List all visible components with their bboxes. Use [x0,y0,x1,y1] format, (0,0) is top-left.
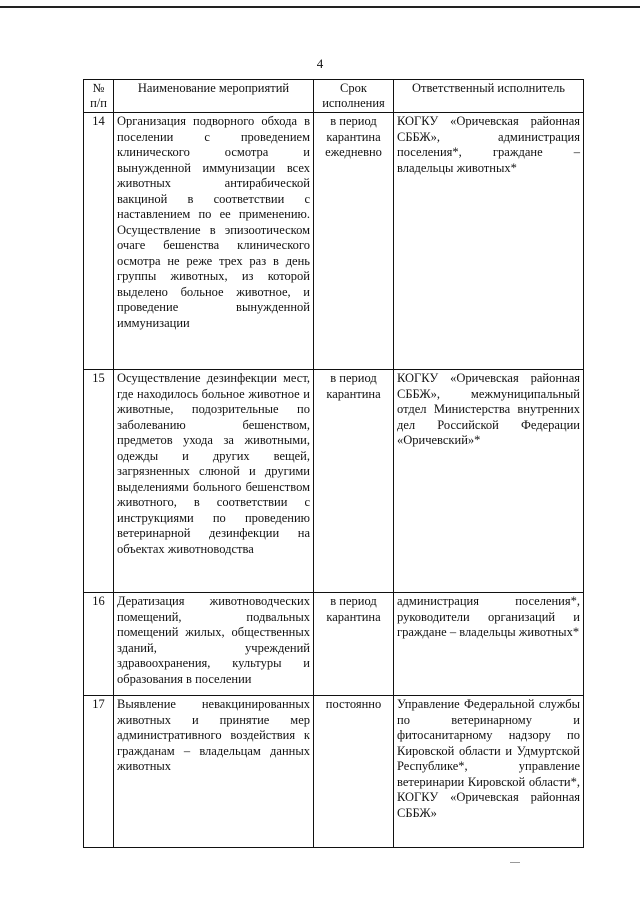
header-term: Срок исполнения [314,80,394,113]
measure-responsible: Управление Федеральной службы по ветеринарному и фитосанитарному надзору по Кировской области и Удмуртской Республике*, управление ветеринарии Кировской области*, КОГКУ «Оричевская районная СББЖ» [394,696,584,848]
measure-name: Организация подворного обхода в поселении с проведением клинического осмотра и вынужденной иммунизации всех животных антирабической вакциной в соответствии с наставлением по ее применению. Осуществление в эпизоотическом очаге бешенства клинического осмотра не реже трех раз в день группы животных, из которой выделено больное животное, и проведение вынужденной иммунизации [114,113,314,370]
row-number: 16 [84,593,114,696]
measure-responsible: КОГКУ «Оричевская районная СББЖ», межмуниципальный отдел Министерства внутренних дел Российской Федерации «Оричевский»* [394,370,584,593]
header-num: № п/п [84,80,114,113]
row-number: 14 [84,113,114,370]
row-number: 17 [84,696,114,848]
table-header-row [84,80,584,113]
page-number: 4 [316,56,324,71]
measure-responsible: администрация поселения*, руководители организаций и граждане – владельцы животных* [394,593,584,696]
top-border-rule [0,6,640,8]
measure-term: в период карантина [314,593,394,696]
measure-name: Дератизация животноводческих помещений, подвальных помещений жилых, общественных зданий, учреждений здравоохранения, культуры и образования в поселении [114,593,314,696]
table-row [84,593,584,696]
measure-name: Выявление невакцинированных животных и принятие мер административного воздействия к гражданам – владельцам данных животных [114,696,314,848]
measure-term: постоянно [314,696,394,848]
measure-term: в период карантина ежедневно [314,113,394,370]
row-number: 15 [84,370,114,593]
header-responsible: Ответственный исполнитель [394,80,584,113]
header-name: Наименование мероприятий [114,80,314,113]
measure-term: в период карантина [314,370,394,593]
measures-table [83,79,584,848]
measure-responsible: КОГКУ «Оричевская районная СББЖ», администрация поселения*, граждане – владельцы животных* [394,113,584,370]
measure-name: Осуществление дезинфекции мест, где находилось больное животное и животные, подозрительные по заболеванию бешенством, предметов ухода за животными, одежды и других вещей, загрязненных слюной и другими выделениями больного бешенством животного, в соответствии с инструкциями по проведению ветеринарной дезинфекции на объектах животноводства [114,370,314,593]
table-row [84,696,584,848]
table-row [84,113,584,370]
table-row [84,370,584,593]
scan-speck [510,862,520,863]
